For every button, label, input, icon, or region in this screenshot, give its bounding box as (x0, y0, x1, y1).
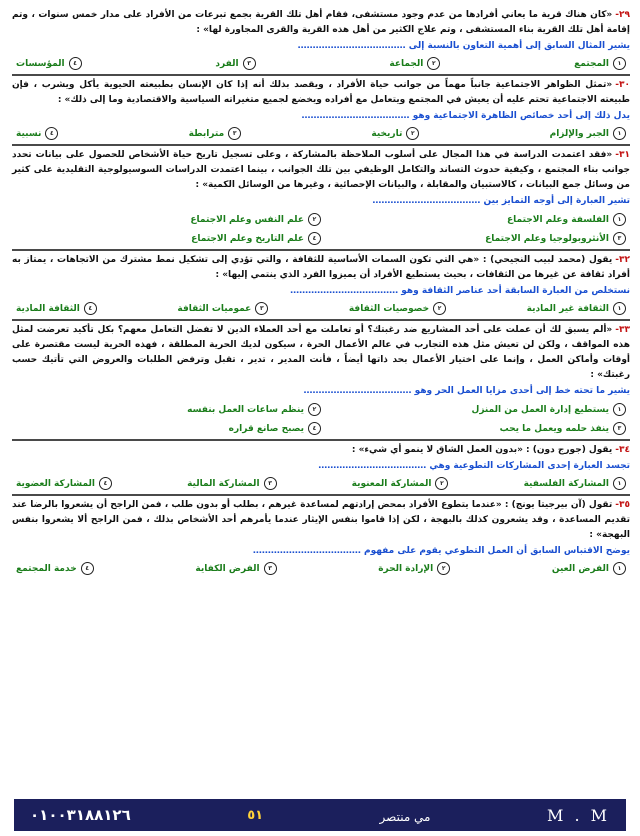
questions-list (12, 6, 630, 579)
question-text-line (12, 148, 630, 193)
question-prompt-line (12, 194, 630, 208)
option-number-circle-icon: ١ (613, 562, 626, 575)
question-prompt-line (12, 284, 630, 298)
option-number-circle-icon: ١ (613, 57, 626, 70)
options-row (12, 302, 630, 315)
option-label: ينفذ حلمه ويعمل ما يحب (499, 423, 609, 434)
option-label: الثقافة غير المادية (526, 303, 609, 314)
question-number: ٣٤- (615, 445, 630, 455)
question-prompt: يشير ما تحته خط إلى أحدى مزايا العمل الحر وهو (414, 386, 630, 396)
option-number-circle-icon: ٢ (433, 302, 446, 315)
answer-option[interactable] (16, 213, 321, 226)
answer-option[interactable] (195, 562, 276, 575)
option-number-circle-icon: ٣ (264, 562, 277, 575)
option-label: تاريخية (371, 128, 403, 139)
option-label: علم التاريخ وعلم الاجتماع (191, 233, 304, 244)
question-prompt: تشير العبارة إلى أوجه التمايز بين (483, 196, 630, 206)
question-prompt: نستخلص من العبارة السابقة أحد عناصر الثقافة وهو (401, 286, 630, 296)
answer-option[interactable] (574, 57, 626, 70)
question-prompt: يوضح الاقتباس السابق أن العمل التطوعي يقوم على مفهوم (363, 546, 630, 556)
option-label: المشاركة المعنوية (351, 478, 432, 489)
question-text: «فقد اعتمدت الدراسة في هذا المجال على أسلوب الملاحظة بالمشاركة ، وعلى تسجيل تاريخ حياة الأشخاص للحصول على بيانات تحدد جوانب بناء المجتمع ، وكيفية حدوث التساند والتكامل الوظيفي بين تلك الجوانب ، بينما اعتمدت الدراسات السوسيولوجية التقليدية على كثير من وسائل جمع البيانات ، كالاستبيان والمقابلة ، والبيانات الإحصائية ، وغيرها من الوسائل الكمية» : (12, 150, 630, 190)
question-text-line (12, 323, 630, 383)
question-text: «ألم يسبق لك أن عملت على أحد المشاريع ضد رغبتك؟ أو تعاملت مع أحد العملاء الذين لا تفضل التعامل معهم؟ بكل تأكيد تعرضت لمثل هذه المواقف ، ولكن لن تعيش مثل هذه التجارب في عالم الأعمال الحرة ، سيكون لديك الحرية المطلقة ، فهذه الحرية ليست مقتصرة على أوقات وأماكن العمل ، وإنما على اختيار الأعمال بحد ذاتها أيضاً ، فأنت المدير ، تدير ، تقبل وترفض الطلبات والعروض التي تأتيك حسب رغبتك» : (12, 325, 630, 380)
answer-option[interactable] (16, 403, 321, 416)
answer-blank: ……………………………… (303, 386, 415, 396)
option-label: ينظم ساعات العمل بنفسه (187, 404, 304, 415)
question-block (12, 6, 630, 76)
question-prompt-line (12, 459, 630, 473)
option-label: الفرض العين (551, 563, 609, 574)
question-prompt-line (12, 384, 630, 398)
option-label: الفرد (215, 58, 239, 69)
option-label: المشاركة الفلسفية (523, 478, 609, 489)
question-number: ٣١- (615, 150, 630, 160)
option-number-circle-icon: ٢ (435, 477, 448, 490)
question-block (12, 321, 630, 441)
question-text-line (12, 8, 630, 38)
answer-blank: ……………………………… (297, 41, 409, 51)
option-number-circle-icon: ١ (613, 403, 626, 416)
answer-option[interactable] (371, 127, 419, 140)
answer-option[interactable] (16, 422, 321, 435)
answer-option[interactable] (187, 477, 276, 490)
option-label: مترابطة (188, 128, 225, 139)
option-number-circle-icon: ٣ (613, 422, 626, 435)
option-label: عموميات الثقافة (177, 303, 252, 314)
answer-option[interactable] (321, 213, 626, 226)
option-label: يصبح صانع قراره (228, 423, 304, 434)
answer-option[interactable] (389, 57, 440, 70)
answer-option[interactable] (16, 57, 82, 70)
answer-option[interactable] (527, 302, 626, 315)
option-number-circle-icon: ٢ (406, 127, 419, 140)
footer-author: مي منتصر (379, 809, 431, 824)
answer-option[interactable] (352, 477, 449, 490)
answer-option[interactable] (321, 403, 626, 416)
question-prompt: يدل ذلك إلى أحد خصائص الظاهرة الاجتماعية وهو (412, 111, 630, 121)
option-number-circle-icon: ٤ (45, 127, 58, 140)
answer-option[interactable] (550, 127, 626, 140)
options-row (12, 403, 630, 435)
option-number-circle-icon: ٢ (427, 57, 440, 70)
options-row (12, 57, 630, 70)
question-prompt: يشير المثال السابق إلى أهمية التعاون بالنسبة إلى (408, 41, 630, 51)
question-text-line (12, 443, 630, 458)
option-label: خدمة المجتمع (16, 563, 77, 574)
answer-option[interactable] (16, 477, 112, 490)
answer-option[interactable] (378, 562, 450, 575)
option-number-circle-icon: ٤ (69, 57, 82, 70)
option-label: الفرض الكفاية (195, 563, 260, 574)
option-label: الفلسفة وعلم الاجتماع (507, 214, 609, 225)
question-number: ٣٥- (615, 500, 630, 510)
option-number-circle-icon: ٣ (613, 232, 626, 245)
options-row (12, 477, 630, 490)
question-block (12, 251, 630, 321)
answer-blank: ……………………………… (290, 286, 402, 296)
option-number-circle-icon: ٤ (81, 562, 94, 575)
question-block (12, 441, 630, 496)
answer-option[interactable] (524, 477, 626, 490)
option-label: المشاركة العضوية (16, 478, 95, 489)
option-number-circle-icon: ٣ (243, 57, 256, 70)
answer-option[interactable] (177, 302, 268, 315)
question-number: ٣٠- (615, 80, 630, 90)
option-number-circle-icon: ٢ (308, 213, 321, 226)
answer-option[interactable] (16, 562, 94, 575)
question-block (12, 496, 630, 579)
question-text: يقول (جورج دون) : «بدون العمل الشاق لا ينمو أي شيء» : (351, 445, 613, 455)
option-label: يستطيع إدارة العمل من المنزل (471, 404, 609, 415)
answer-blank: ……………………………… (372, 196, 484, 206)
answer-blank: ……………………………… (252, 546, 364, 556)
answer-option[interactable] (16, 302, 97, 315)
question-prompt: تجسد العبارة إحدى المشاركات التطوعية وهي (429, 461, 630, 471)
option-number-circle-icon: ١ (613, 213, 626, 226)
question-text-line (12, 78, 630, 108)
option-label: الجماعة (389, 58, 424, 69)
answer-option[interactable] (189, 127, 242, 140)
question-block (12, 76, 630, 146)
option-label: المجتمع (574, 58, 609, 69)
question-text-line (12, 498, 630, 543)
answer-blank: ……………………………… (318, 461, 430, 471)
footer-author-wrap (380, 806, 431, 825)
question-text: «كان هناك قرية ما يعاني أفرادها من عدم وجود مستشفى، فقام أهل تلك القرية بجمع تبرعات من الأفراد على مدار خمس سنوات ، وتم إقامة أهل تلك القرية بناء المستشفى ، وتم علاج الكثير من أهل هذه القرية والقرى المجاورة لها» : (12, 10, 630, 35)
option-label: نسبية (16, 128, 42, 139)
answer-option[interactable] (349, 302, 446, 315)
page-number: ٥١ (247, 807, 264, 823)
question-text: تقول (آن بيرجيتا يونج) : «عندما يتطوع الأفراد بمحض إرادتهم لمساعدة غيرهم ، بطلب أو بدون طلب ، فمن الراجح أن يشعروا بالرضا عند تقديم المساعدة ، وقد يشعرون كذلك بالبهجة ، لكن إذا قاموا بنفس الإيثار عندما يأمرهم أحد الأشخاص بذلك ، فمن الراجح ألا يشعروا بنفس البهجة» : (12, 500, 630, 540)
page-footer (14, 799, 626, 831)
question-number: ٣٢- (615, 255, 630, 265)
option-label: الجبر والإلزام (549, 128, 609, 139)
option-label: علم النفس وعلم الاجتماع (190, 214, 304, 225)
footer-phone: ٠١٠٠٣١٨٨١٢٦ (30, 806, 131, 824)
answer-option[interactable] (16, 232, 321, 245)
answer-option[interactable] (321, 232, 626, 245)
option-label: خصوصيات الثقافة (348, 303, 430, 314)
answer-option[interactable] (215, 57, 255, 70)
option-number-circle-icon: ٤ (99, 477, 112, 490)
option-number-circle-icon: ٢ (437, 562, 450, 575)
option-label: المشاركة المالية (187, 478, 260, 489)
option-number-circle-icon: ٢ (308, 403, 321, 416)
option-label: الإرادة الحرة (378, 563, 434, 574)
options-row (12, 213, 630, 245)
option-number-circle-icon: ٤ (308, 422, 321, 435)
answer-option[interactable] (552, 562, 626, 575)
question-block (12, 146, 630, 251)
question-prompt-line (12, 109, 630, 123)
options-row (12, 127, 630, 140)
option-number-circle-icon: ٣ (264, 477, 277, 490)
footer-initials: M . M (546, 805, 610, 825)
answer-blank: ……………………………… (301, 111, 413, 121)
option-number-circle-icon: ٤ (308, 232, 321, 245)
options-row (12, 562, 630, 575)
option-label: الثقافة المادية (16, 303, 80, 314)
option-number-circle-icon: ١ (613, 302, 626, 315)
answer-option[interactable] (321, 422, 626, 435)
answer-option[interactable] (16, 127, 58, 140)
question-text: يقول (محمد لبيب النجيحي) : «هي التي تكون السمات الأساسية للثقافة ، والتي تؤدي إلى تشكيل نمط مشترك من الاتجاهات ، يمتاز به أفراد ثقافة عن غيرها من الثقافات ، بحيث يستطيع الأفراد أن يميزوا الفرد الذي ينتمي إليها» : (12, 255, 630, 280)
question-prompt-line (12, 544, 630, 558)
option-number-circle-icon: ٣ (255, 302, 268, 315)
question-number: ٣٣- (615, 325, 630, 335)
option-number-circle-icon: ٣ (228, 127, 241, 140)
option-number-circle-icon: ١ (613, 127, 626, 140)
question-prompt-line (12, 39, 630, 53)
question-text-line (12, 253, 630, 283)
question-number: ٢٩- (615, 10, 630, 20)
option-label: الأنثروبولوجيا وعلم الاجتماع (485, 233, 609, 244)
option-label: المؤسسات (16, 58, 65, 69)
option-number-circle-icon: ١ (613, 477, 626, 490)
question-text: «تمثل الظواهر الاجتماعية جانباً مهماً من جوانب حياة الأفراد ، ويقصد بذلك أنه إذا كان الإنسان بطبيعته الحيوية يأكل ويشرب ، فإن طبيعته الاجتماعية تحتم عليه أن يعيش في المجتمع ويتعامل مع أفراده ويخضع لجميع متغيراته السياسية والاقتصادية وما إلى ذلك» : (12, 80, 630, 105)
option-number-circle-icon: ٤ (84, 302, 97, 315)
